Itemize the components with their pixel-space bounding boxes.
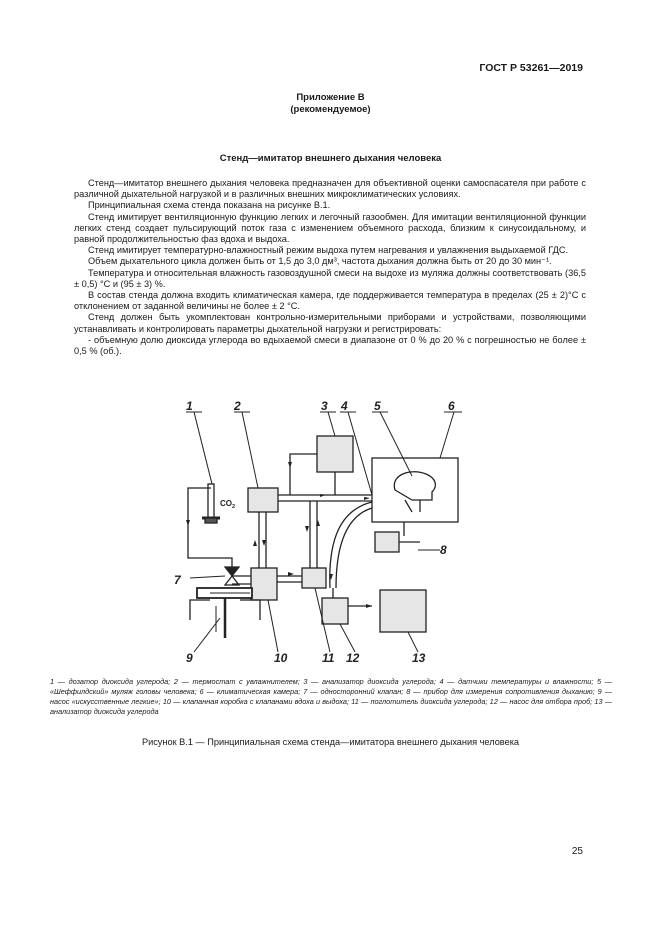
appendix-subtitle: (рекомендуемое) xyxy=(290,104,371,115)
label-6: 6 xyxy=(448,400,455,413)
one-way-valve xyxy=(225,567,239,576)
label-2: 2 xyxy=(234,400,241,413)
label-9: 9 xyxy=(186,651,193,665)
paragraph: Температура и относительная влажность газовоздушной смеси на выдохе из муляжа должны соответствовать (36,5 ± 0,5) °С и (95 ± 3) %. xyxy=(74,267,586,289)
resistance-meter xyxy=(375,532,399,552)
paragraph: Объем дыхательного цикла должен быть от 1,5 до 3,0 дм³, частота дыхания должна быть от 20 до 30 мин⁻¹. xyxy=(88,256,552,267)
page-number: 25 xyxy=(571,846,583,857)
label-7: 7 xyxy=(174,573,181,587)
valve-box xyxy=(251,568,277,600)
label-11: 11 xyxy=(322,651,335,665)
standard-number: ГОСТ Р 53261—2019 xyxy=(479,62,583,74)
sample-pump xyxy=(322,598,348,624)
paragraph: - объемную долю диоксида углерода во вдыхаемой смеси в диапазоне от 0 % до 20 % с погрешностью не более ± 0,5 % (об.). xyxy=(74,334,586,357)
co2-absorber xyxy=(302,568,326,588)
co2-doser xyxy=(208,484,214,518)
co2-analyzer-top xyxy=(317,436,353,472)
co2-analyzer-bottom xyxy=(380,590,426,632)
schematic-diagram xyxy=(150,400,470,668)
paragraph: В состав стенда должна входить климатическая камера, где поддерживается температура в пределах (25 ± 2)°С с отклонением от заданной величины не более ± 2 °С. xyxy=(74,290,586,312)
appendix-title: Приложение В xyxy=(296,92,365,103)
figure-legend: 1 — дозатор диоксида углерода; 2 — термостат с увлажнителем; 3 — анализатор диоксида углерода; 4 — датчики температуры и влажности; 5 — «Шеффилдский» муляж головы человека; 6 — климатическая камера; 7 — односторонний клапан; 8 — прибор для измерения сопротивления дыханию; 9 — насос «искусственные легкие»; 10 — клапанная коробка с клапанами вдоха и выдоха; 11 — поглотитель диоксида углерода; 12 — насос для отбора проб; 13 — анализатор диоксида углерода xyxy=(50,677,612,716)
label-10: 10 xyxy=(274,651,288,665)
co2-label: $CO_2$ xyxy=(220,499,236,510)
label-13: 13 xyxy=(412,651,426,665)
label-3: 3 xyxy=(321,400,328,413)
paragraph: Принципиальная схема стенда показана на рисунке В.1. xyxy=(88,200,331,211)
paragraph: Стенд должен быть укомплектован контрольно-измерительными приборами и устройствами, позволяющими устанавливать и контролировать параметры дыхательной нагрузки и регистрировать: xyxy=(74,312,586,334)
section-heading: Стенд—имитатор внешнего дыхания человека xyxy=(219,153,442,164)
label-5: 5 xyxy=(374,400,381,413)
paragraph: Стенд имитирует температурно-влажностный режим выдоха путем нагревания и увлажнения выдыхаемой ГДС. xyxy=(88,245,569,256)
figure-caption: Рисунок В.1 — Принципиальная схема стенда—имитатора внешнего дыхания человека xyxy=(141,737,520,747)
thermostat-box xyxy=(248,488,278,512)
label-1: 1 xyxy=(186,400,193,413)
label-4: 4 xyxy=(341,400,348,413)
label-8: 8 xyxy=(440,543,447,557)
paragraph: Стенд имитирует вентиляционную функцию легких и легочный газообмен. Для имитации вентиляционной функции легких стенд создает пульсирующий поток газа с изменением объемного расхода, близким к синусоидальному, и равной продолжительностью фаз вдоха и выдоха. xyxy=(74,211,586,245)
body-text xyxy=(74,178,586,357)
label-12: 12 xyxy=(346,651,360,665)
paragraph: Стенд—имитатор внешнего дыхания человека предназначен для объективной оценки самоспасателя при работе с различной дыхательной нагрузкой и в различных внешних микроклиматических условиях. xyxy=(74,178,586,200)
